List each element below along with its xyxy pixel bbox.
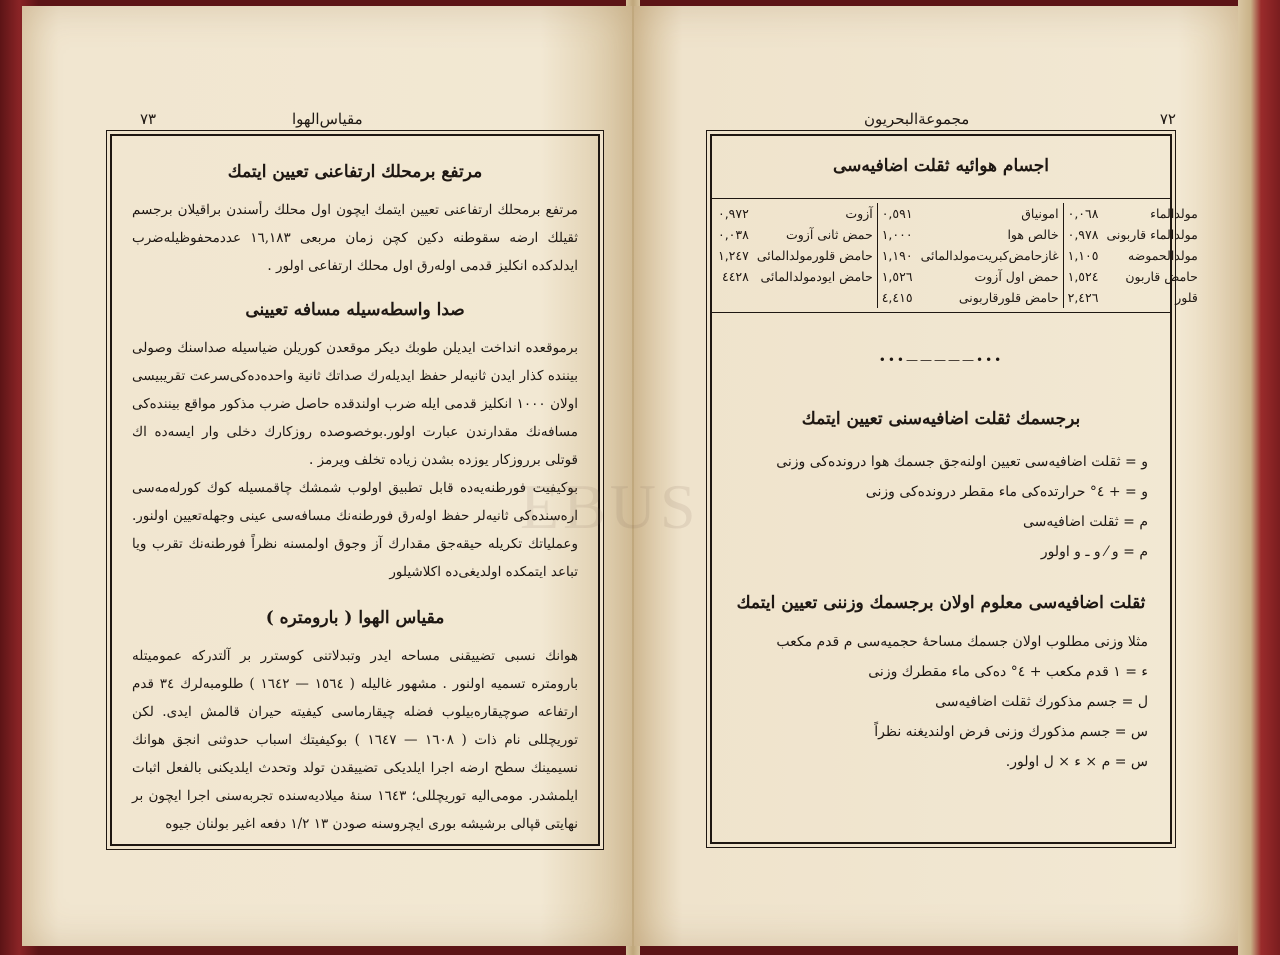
gas-name-cell: حامض قلورمولدالمائى bbox=[753, 245, 877, 266]
gas-value-cell: ١,١٠٥ bbox=[1067, 248, 1099, 263]
section-title-specific-gravity: برجسمك ثقلت اضافيه‌سنى تعيين ايتمك bbox=[801, 409, 1081, 429]
gas-value-cell: ٤٤٢٨ bbox=[721, 269, 749, 284]
paragraph-elevation: مرتفع برمحلك ارتفاعنى تعيين ايتمك ايچون اول محلك رأسندن براقيلان برجسم ثقيلك ارضه سقوطنه دكين كچن زمان مربعى ١٦,١٨٣ عددمحفوظيله‌ضرب ايدلدكده انكليز قدمى اوله‌رق اول محلك ارتفاعى اولور . bbox=[132, 202, 579, 274]
formula-line: ل = جسم مذكورك ثقلت اضافيه‌سى bbox=[935, 694, 1148, 710]
gas-value-cell: ٤,٤١٥ bbox=[881, 290, 913, 305]
table-row bbox=[714, 245, 1202, 266]
formula-line: ء = ١ قدم مكعب + ٤° ده‌كى ماء مقطرك وزنى bbox=[868, 664, 1148, 680]
table-row bbox=[714, 224, 1202, 245]
gas-name-cell: حامض قاربون bbox=[1125, 269, 1198, 284]
gas-name-cell bbox=[753, 287, 877, 308]
left-page-number: ٧٣ bbox=[140, 110, 157, 128]
section-title-barometer: مقياس الهوا ( بارومتره ) bbox=[265, 608, 445, 628]
book-cover-edge bbox=[1238, 0, 1280, 955]
gas-name-cell: مولدالماء قاربونى bbox=[1106, 227, 1198, 242]
right-page-number: ٧٢ bbox=[1159, 110, 1176, 128]
right-running-head: مجموعة‌البحريون bbox=[864, 110, 970, 128]
gas-value-cell: ٠,٩٧٢ bbox=[718, 206, 749, 221]
gas-name-cell: حامض ايودمولدالمائى bbox=[753, 266, 877, 287]
gas-value-cell: ٠,٩٧٨ bbox=[1067, 227, 1099, 242]
formula-line: و = + ٤° حرارتده‌كى ماء مقطر درونده‌كى وزنى bbox=[865, 484, 1148, 500]
gas-name-cell: خالص هوا bbox=[917, 224, 1064, 245]
gas-name-cell: حامض قلورقاربونى bbox=[917, 287, 1064, 308]
gas-value-cell: ٠,٥٩١ bbox=[881, 206, 913, 221]
table-row bbox=[714, 203, 1202, 224]
gas-value-cell: ٠,٠٣٨ bbox=[718, 227, 749, 242]
gas-name-cell: قلور bbox=[1175, 290, 1198, 305]
gas-value-cell: ١,٥٢٦ bbox=[881, 269, 913, 284]
formula-line: س = م × ء × ل اولور. bbox=[1005, 754, 1148, 770]
formula-line: س = جسم مذكورك وزنى فرض اولنديغنه نظراً bbox=[874, 724, 1148, 740]
right-page bbox=[634, 6, 1238, 946]
table-row bbox=[714, 287, 1202, 308]
formula-line: مثلا وزنى مطلوب اولان جسمك مساحهٔ حجميه‌سى م قدم مكعب bbox=[776, 634, 1148, 650]
left-running-head: مقياس‌الهوا bbox=[292, 110, 363, 128]
gas-value-cell: ٢,٤٢٦ bbox=[1067, 290, 1099, 305]
gas-value-cell: ١,٠٠٠ bbox=[881, 227, 913, 242]
gas-name-cell: مولدالحموضه bbox=[1127, 248, 1198, 263]
section-title-sound-distance: صدا واسطه‌سيله مسافه تعيينى bbox=[245, 300, 465, 320]
gas-name-cell: غازحامض‌كبريت‌مولدالمائى bbox=[917, 245, 1064, 266]
gas-value-cell: ١,٢٤٧ bbox=[718, 248, 749, 263]
paragraph-barometer: هوانك نسبى تضييقنى مساحه ايدر وتبدلاتنى كوسترر بر آلتدركه عموميتله بارومتره تسميه اولنور . مشهور غاليله ( ١٥٦٤ — ١٦٤٢ ) طلومبه‌لرك ٣٤ قدم ارتفاعه صوچيقاره‌بيلوب فضله چيقارماسى كيفيته حيران قالمش ايدى. لكن توريچللى نام ذات ( ١٦٠٨ — ١٦٤٧ ) بوكيفيتك اسباب حدوثنى انجق هوانك نسيمينك سطح ارضه اجرا ايلديكى تضييقدن تولد وتحدث ايلديكنى بالفعل اثبات ايلمشدر. مومى‌اليه توريچللى؛ ١٦٤٣ سنه‌ٔ ميلاديه‌سنده تجربه‌سنى اجرا ايچون بر نهايتى قپالى برشيشه بورى ايچروسنه صودن ١٣ ١/٢ دفعه اغير بولنان جيوه bbox=[132, 648, 579, 832]
gas-name-cell: حمض ثانى آزوت bbox=[753, 224, 877, 245]
gas-density-table bbox=[714, 203, 1202, 308]
gas-name-cell: حمض اول آزوت bbox=[917, 266, 1064, 287]
formula-line: م = و ⁄ و ـ و اولور bbox=[1040, 544, 1148, 560]
gas-name-cell: آزوت bbox=[753, 203, 877, 224]
gas-value-cell: ٠,٠٦٨ bbox=[1067, 206, 1099, 221]
paragraph-sound-distance: برموقعده انداخت ايديلن طوبك ديكر موقعدن كوريلن ضياسيله صداسنك وصولى بيننده كذار ايدن ثانيه‌لر حفظ ايديله‌رك صداتك ثانية واحده‌ده‌كى‌سرعت تقريبيسى اولان ١٠٠٠ انكليز قدمى ايله ضرب اولندقده حاصل ضرب مذكور مواقع بيننده‌كى مسافه‌نك مقدارندن عبارت اولور.بوخصوصده روزكارك دخلى وار ايسه‌ده اك قوتلى برروزكار يوزده بشدن زياده تخلف ويرمز . bbox=[132, 340, 578, 468]
gas-value-cell: ١,٥٢٤ bbox=[1067, 269, 1099, 284]
ornament-separator: •••—————••• bbox=[878, 353, 1004, 367]
watermark: EBUS bbox=[520, 471, 700, 542]
formula-line: و = ثقلت اضافيه‌سى تعيين اولنه‌جق جسمك هوا درونده‌كى وزنى bbox=[776, 454, 1148, 470]
gas-name-cell: مولدالماء bbox=[1150, 206, 1198, 221]
formula-line: م = ثقلت اضافيه‌سى bbox=[1023, 514, 1148, 530]
gas-table-wrapper bbox=[712, 198, 1198, 313]
gas-value-cell bbox=[714, 287, 753, 308]
gas-value-cell: ١,١٩٠ bbox=[881, 248, 913, 263]
table-row bbox=[714, 266, 1202, 287]
section-title-weight: ثقلت اضافيه‌سى معلوم اولان برجسمك وزننى تعيين ايتمك bbox=[736, 593, 1146, 613]
section-title-elevation: مرتفع برمحلك ارتفاعنى تعيين ايتمك bbox=[227, 162, 483, 182]
gas-name-cell: امونياق bbox=[917, 203, 1064, 224]
gas-table-title: اجسام هوائيه ثقلت اضافيه‌سى bbox=[832, 156, 1050, 176]
paragraph-storm: بوكيفيت فورطنه‌يه‌ده قابل تطبيق اولوب شمشك چاقمسيله كوك كورله‌مه‌سى اره‌سنده‌كى ثانيه‌لر حفظ اوله‌رق فورطنه‌نك مسافه‌سى عينى وجهله‌تعيين اولنور. وعملياتك تكريله حيقه‌جق مقدارك آز وجوق اولمسنه نظراً فورطنه‌نك تقرب ويا تباعد ايتمكده اولديغى‌ده اكلاشيلور bbox=[132, 480, 578, 580]
right-text-frame bbox=[710, 134, 1198, 844]
